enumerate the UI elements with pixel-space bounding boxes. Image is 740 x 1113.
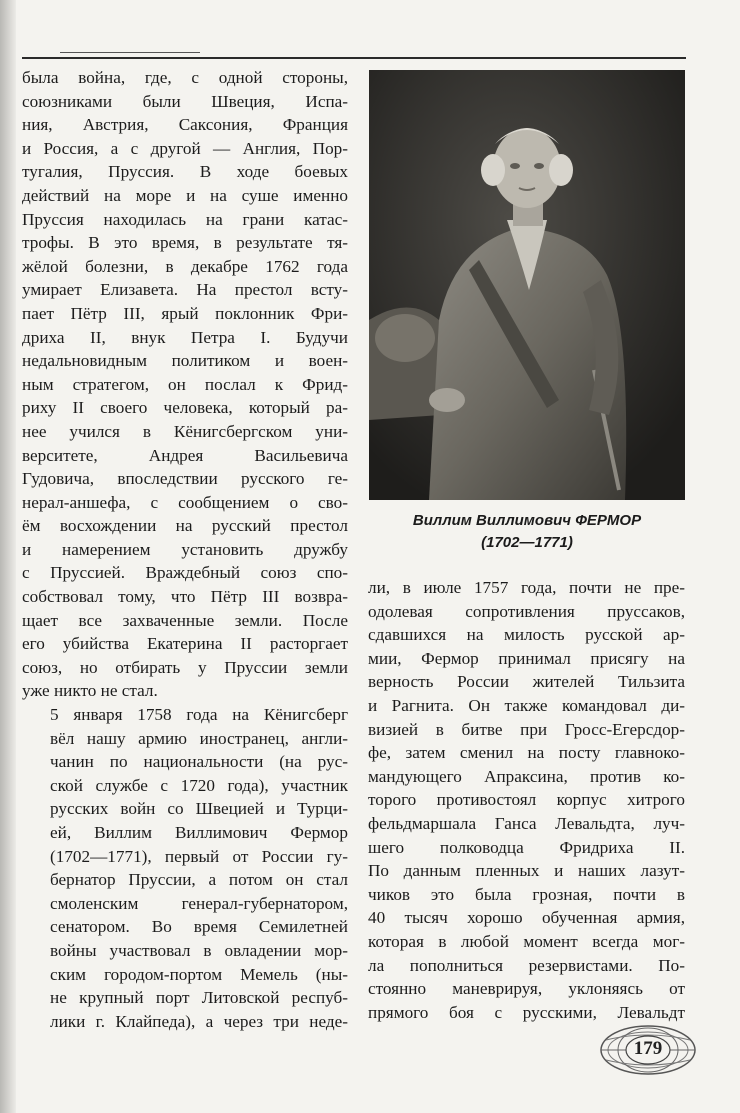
text-line: нее учился в Кёнигсбергском уни- xyxy=(22,421,348,441)
text-line: шего полководца Фридриха II. xyxy=(368,837,685,857)
text-line: жёлой болезни, в декабре 1762 года xyxy=(22,256,348,276)
paragraph-2 xyxy=(22,703,348,1033)
page-number: 179 xyxy=(633,1038,663,1059)
text-line: не крупный порт Литовской респуб- xyxy=(50,988,348,1008)
text-line: риху II своего человека, который ра- xyxy=(22,398,348,418)
text-line: прямого боя с русскими, Левальдт xyxy=(368,1002,685,1022)
text-line: дриха II, внук Петра I. Будучи xyxy=(22,327,348,347)
text-line: нерал-аншефа, с сообщением о сво- xyxy=(22,492,348,512)
text-line: ём восхождении на русский престол xyxy=(22,516,348,536)
text-line: которая в любой момент всегда мог- xyxy=(368,931,685,951)
caption-years: (1702—1771) xyxy=(481,534,573,551)
text-line: Гудовича, впоследствии русского ге- xyxy=(22,469,348,489)
text-line: тугалия, Пруссия. В ходе боевых xyxy=(22,162,348,182)
header-rule xyxy=(22,57,686,59)
text-line: смоленским генерал-губернатором, xyxy=(50,893,348,913)
text-line: бернатор Пруссии, а потом он стал xyxy=(50,870,348,890)
portrait-illustration xyxy=(369,70,685,500)
text-line: (1702—1771), первый от России гу- xyxy=(50,846,348,866)
paragraph-1 xyxy=(22,66,348,703)
text-line: 40 тысяч хорошо обученная армия, xyxy=(368,908,685,928)
right-text-column xyxy=(368,576,685,1024)
text-line: ла пополниться резервистами. По- xyxy=(368,955,685,975)
left-text-column xyxy=(22,66,348,1033)
text-line: визией в битве при Гросс-Егерсдор- xyxy=(368,719,685,739)
portrait-image xyxy=(369,70,685,500)
text-line: была война, где, с одной стороны, xyxy=(22,68,348,87)
text-line: вёл нашу армию иностранец, англи- xyxy=(50,728,348,748)
text-line: действий на море и на суше именно xyxy=(22,185,348,205)
text-line: одолевая сопротивления пруссаков, xyxy=(368,601,685,621)
text-line: войны участвовал в овладении мор- xyxy=(50,940,348,960)
page-edge-shadow xyxy=(0,0,16,1113)
text-line: ным стратегом, он послал к Фрид- xyxy=(22,374,348,394)
text-line: мандующего Апраксина, против ко- xyxy=(368,766,685,786)
text-line: верситете, Андрея Васильевича xyxy=(22,445,348,465)
text-line: недальновидным политиком и воен- xyxy=(22,351,348,371)
text-line: верность России жителей Тильзита xyxy=(368,672,685,692)
text-line: умирает Елизавета. На престол всту- xyxy=(22,280,348,300)
text-line: пает Пётр III, ярый поклонник Фри- xyxy=(22,303,348,323)
text-line: ния, Австрия, Саксония, Франция xyxy=(22,115,348,135)
text-line: союз, но отбирать у Пруссии земли xyxy=(22,657,348,677)
text-line: ей, Виллим Виллимович Фермор xyxy=(50,823,348,842)
text-line: и Рагнита. Он также командовал ди- xyxy=(368,695,685,715)
text-line: фе, затем сменил на посту главноко- xyxy=(368,743,685,763)
text-line: уже никто не стал. xyxy=(22,681,158,701)
text-line: чанин по национальности (на рус- xyxy=(50,752,348,772)
text-line: мии, Фермор принимал присягу на xyxy=(368,648,685,668)
text-line: собствовал тому, что Пётр III возвра- xyxy=(22,587,348,607)
text-line: ской службе с 1720 года), участник xyxy=(50,775,348,795)
text-line: его убийства Екатерина II расторгает xyxy=(22,634,348,654)
paragraph-3 xyxy=(368,576,685,1024)
text-line: и намерением установить дружбу xyxy=(22,539,348,559)
text-line: стоянно маневрируя, уклоняясь от xyxy=(368,979,685,999)
text-line: и Россия, а с другой — Англия, Пор- xyxy=(22,138,348,158)
text-line: сдавшихся на милость русской ар- xyxy=(368,625,685,645)
caption-name: Виллим Виллимович ФЕРМОР xyxy=(412,512,642,529)
portrait-caption xyxy=(368,510,686,554)
text-line: с Пруссией. Враждебный союз спо- xyxy=(22,563,348,583)
text-line: лики г. Клайпеда), а через три неде- xyxy=(50,1011,348,1031)
text-line: 5 января 1758 года на Кёнигсберг xyxy=(50,705,348,725)
text-line: чиков это была грозная, почти в xyxy=(368,884,685,904)
text-line: союзниками были Швеция, Испа- xyxy=(22,91,348,111)
text-line: щает все захваченные земли. После xyxy=(22,610,348,630)
text-line: русских войн со Швецией и Турци- xyxy=(50,799,348,819)
text-line: трофы. В это время, в результате тя- xyxy=(22,233,348,253)
text-line: ским городом-портом Мемель (ны- xyxy=(50,964,348,984)
text-line: торого противостоял корпус хитрого xyxy=(368,790,685,810)
text-line: Пруссия находилась на грани катас- xyxy=(22,209,348,229)
text-line: фельдмаршала Ганса Левальдта, луч- xyxy=(368,813,685,833)
text-line: сенатором. Во время Семилетней xyxy=(50,917,348,937)
text-line: ли, в июле 1757 года, почти не пре- xyxy=(368,578,685,597)
text-line: По данным пленных и наших лазут- xyxy=(368,861,685,881)
